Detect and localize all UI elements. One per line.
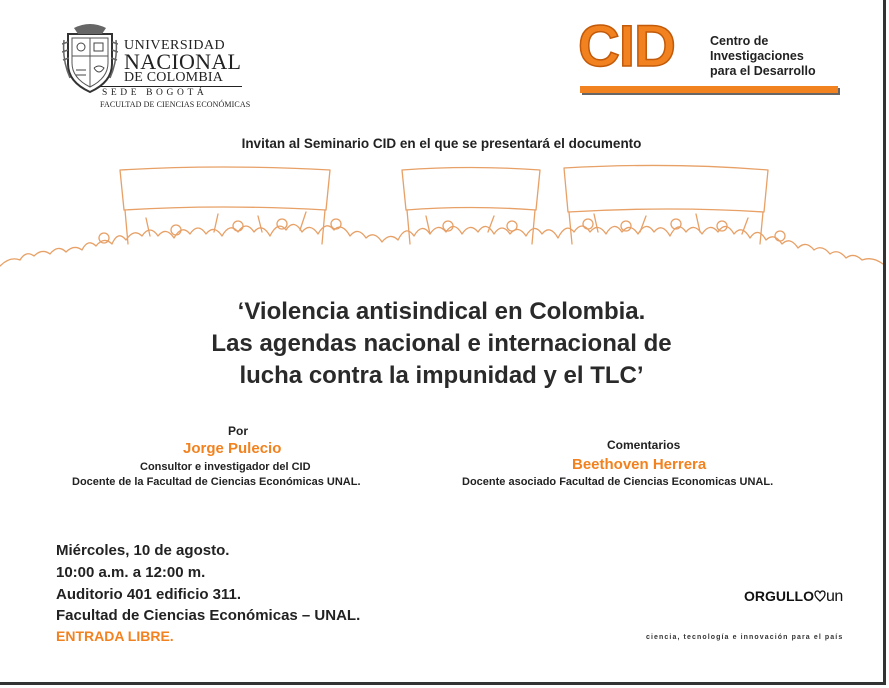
- unal-seal-icon: [62, 20, 118, 96]
- cid-underline-bar: [580, 86, 838, 93]
- unal-faculty: FACULTAD DE CIENCIAS ECONÓMICAS: [100, 100, 251, 109]
- event-time: 10:00 a.m. a 12:00 m.: [56, 564, 206, 581]
- footer-tagline: ciencia, tecnología e innovación para el país: [646, 634, 844, 641]
- unal-name-line2: NACIONAL: [124, 49, 242, 74]
- speaker-role-2: Docente de la Facultad de Ciencias Económicas UNAL.: [72, 476, 361, 488]
- cid-logo: [576, 14, 846, 98]
- event-date: Miércoles, 10 de agosto.: [56, 542, 230, 559]
- event-entry: ENTRADA LIBRE.: [56, 628, 174, 644]
- cid-text-line1: Centro de: [710, 34, 769, 48]
- unal-name-line3: DE COLOMBIA: [124, 70, 224, 85]
- commentator-name: Beethoven Herrera: [572, 456, 707, 473]
- unal-divider: [100, 86, 242, 87]
- speaker-name: Jorge Pulecio: [183, 440, 282, 457]
- orgullo-un-logo: [744, 588, 843, 606]
- title-line3: lucha contra la impunidad y el TLC’: [239, 362, 644, 389]
- speaker-by-label: Por: [228, 424, 249, 438]
- cid-text-line3: para el Desarrollo: [710, 64, 816, 78]
- speaker-role-1: Consultor e investigador del CID: [140, 461, 311, 473]
- unal-logo: [62, 18, 252, 110]
- cid-letters: CID: [578, 14, 675, 79]
- document-title: [0, 296, 883, 392]
- unal-campus: SEDE BOGOTÁ: [102, 88, 208, 98]
- event-faculty: Facultad de Ciencias Económicas – UNAL.: [56, 607, 361, 624]
- commentator-role: Docente asociado Facultad de Ciencias Economicas UNAL.: [462, 476, 774, 488]
- orgullo-heart-icon: [814, 590, 826, 602]
- crowd-illustration: [0, 160, 883, 272]
- title-line2: Las agendas nacional e internacional de: [211, 330, 672, 357]
- invitation-text: Invitan al Seminario CID en el que se presentará el documento: [241, 136, 642, 151]
- cid-text-line2: Investigaciones: [710, 49, 804, 63]
- banner-right: [564, 165, 768, 212]
- banner-left: [120, 167, 330, 210]
- unal-name-line1: UNIVERSIDAD: [124, 38, 226, 53]
- orgullo-un: un: [826, 588, 843, 605]
- event-place: Auditorio 401 edificio 311.: [56, 586, 242, 603]
- banner-center: [402, 168, 540, 211]
- commentator-label: Comentarios: [607, 438, 681, 452]
- title-line1: ‘Violencia antisindical en Colombia.: [237, 298, 646, 325]
- orgullo-word: ORGULLO: [744, 588, 814, 604]
